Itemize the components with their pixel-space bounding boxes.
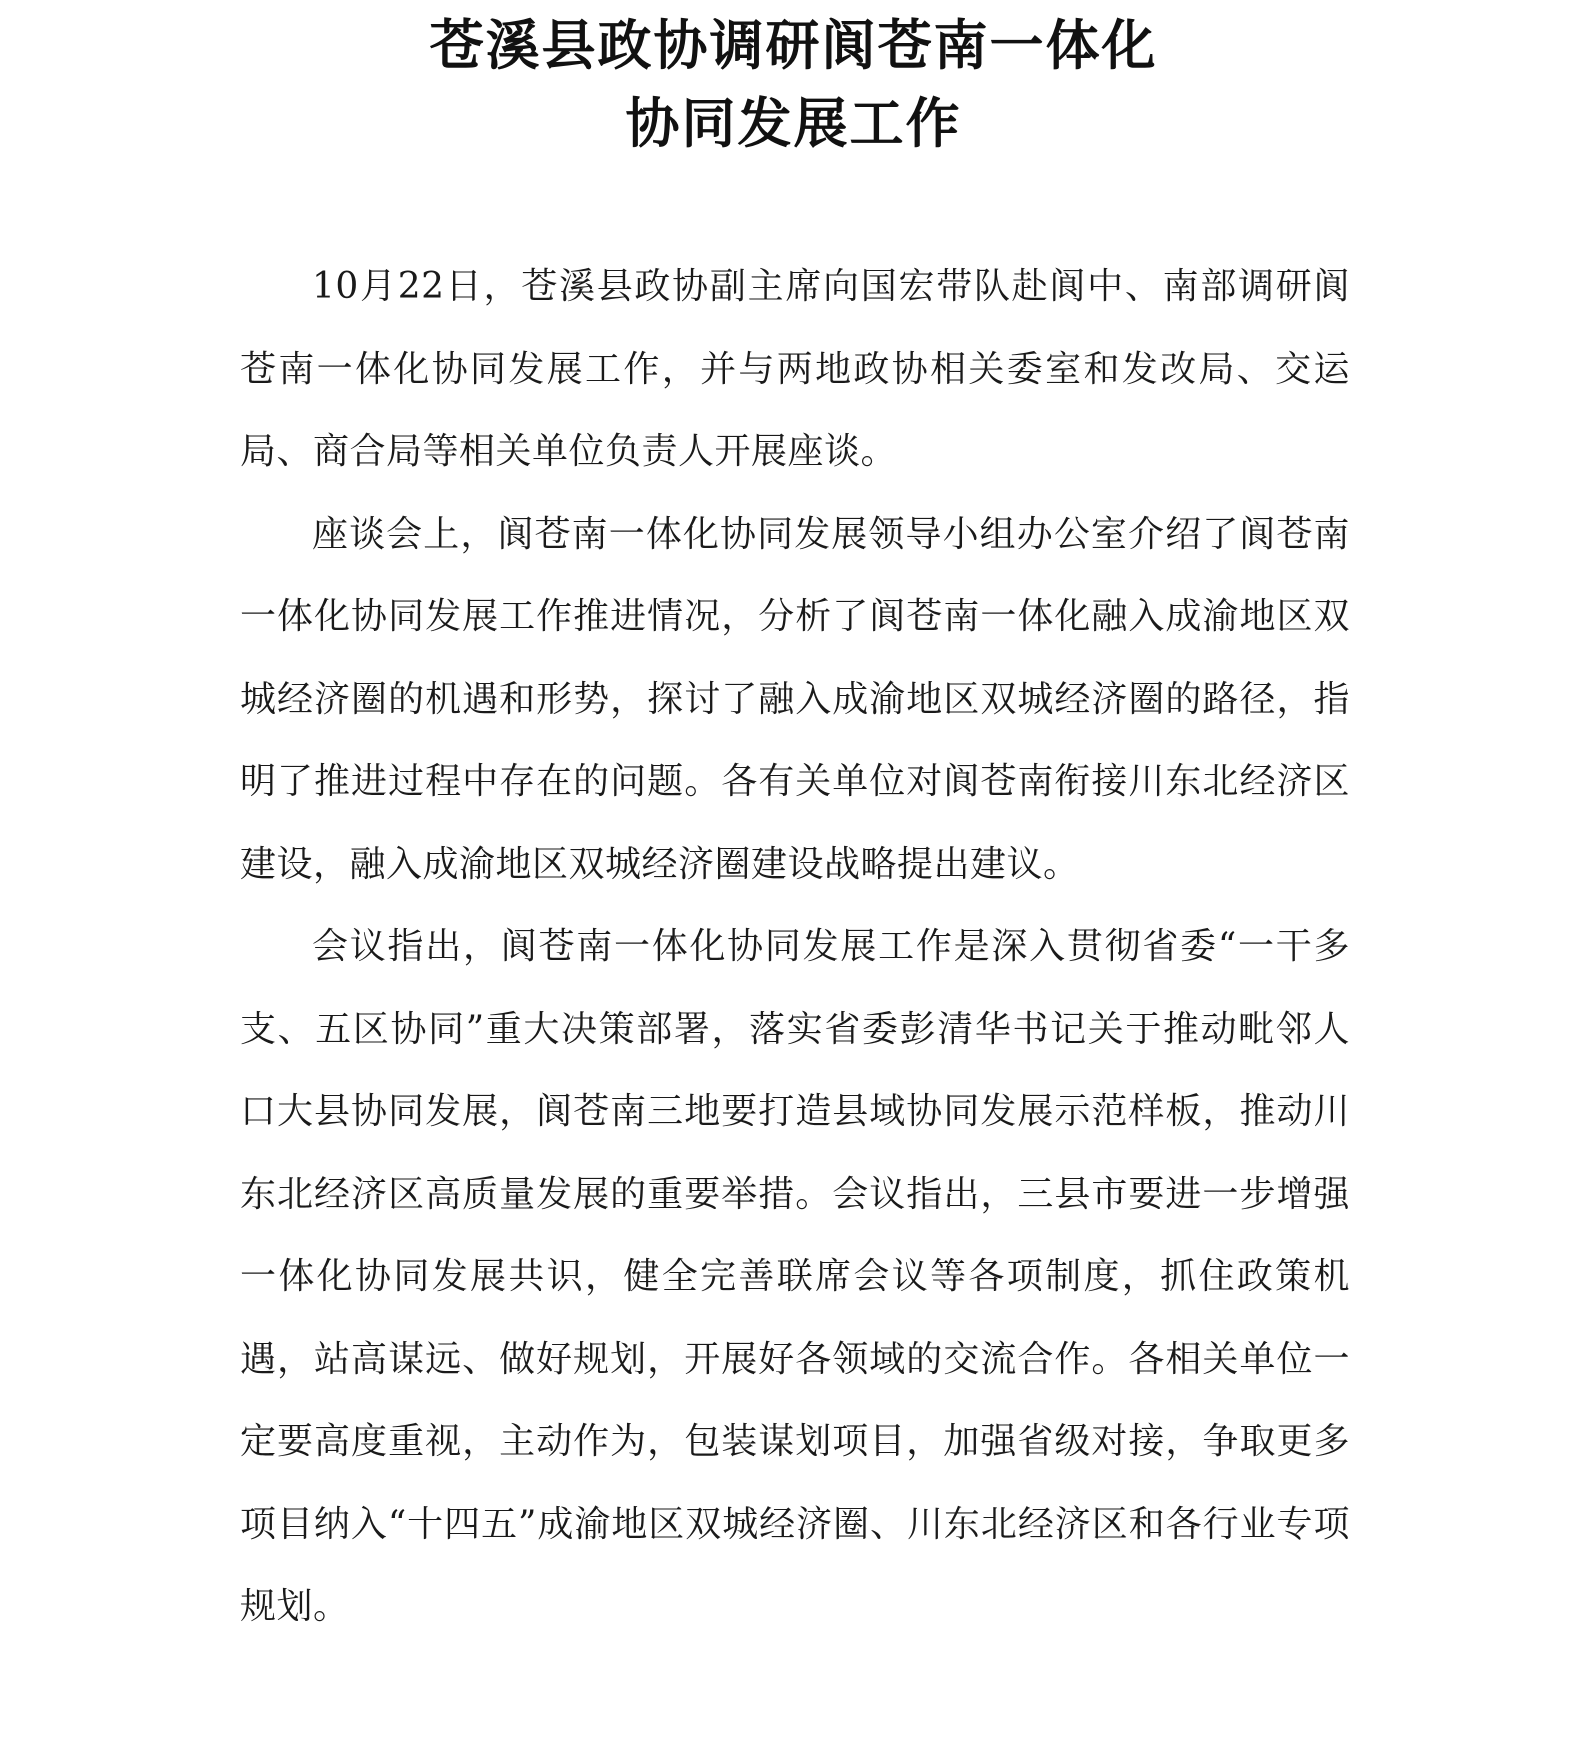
document-title-line-2: 协同发展工作 [625, 91, 962, 155]
document-title-line-1: 苍溪县政协调研阆苍南一体化 [429, 13, 1158, 77]
document-body [240, 246, 1350, 1649]
paragraph-1: 10月22日，苍溪县政协副主席向国宏带队赴阆中、南部调研阆苍南一体化协同发展工作，并与两地政协相关委室和发改局、交运局、商合局等相关单位负责人开展座谈。 [240, 266, 1350, 472]
paragraph-2: 座谈会上，阆苍南一体化协同发展领导小组办公室介绍了阆苍南一体化协同发展工作推进情况，分析了阆苍南一体化融入成渝地区双城经济圈的机遇和形势，探讨了融入成渝地区双城经济圈的路径，指明了推进过程中存在的问题。各有关单位对阆苍南衔接川东北经济区建设，融入成渝地区双城经济圈建设战略提出建议。 [240, 513, 1350, 885]
paragraph-3: 会议指出，阆苍南一体化协同发展工作是深入贯彻省委“一干多支、五区协同”重大决策部署，落实省委彭清华书记关于推动毗邻人口大县协同发展，阆苍南三地要打造县域协同发展示范样板，推动川东北经济区高质量发展的重要举措。会议指出，三县市要进一步增强一体化协同发展共识，健全完善联席会议等各项制度，抓住政策机遇，站高谋远、做好规划，开展好各领域的交流合作。各相关单位一定要高度重视，主动作为，包装谋划项目，加强省级对接，争取更多项目纳入“十四五”成渝地区双城经济圈、川东北经济区和各行业专项规划。 [240, 926, 1350, 1627]
